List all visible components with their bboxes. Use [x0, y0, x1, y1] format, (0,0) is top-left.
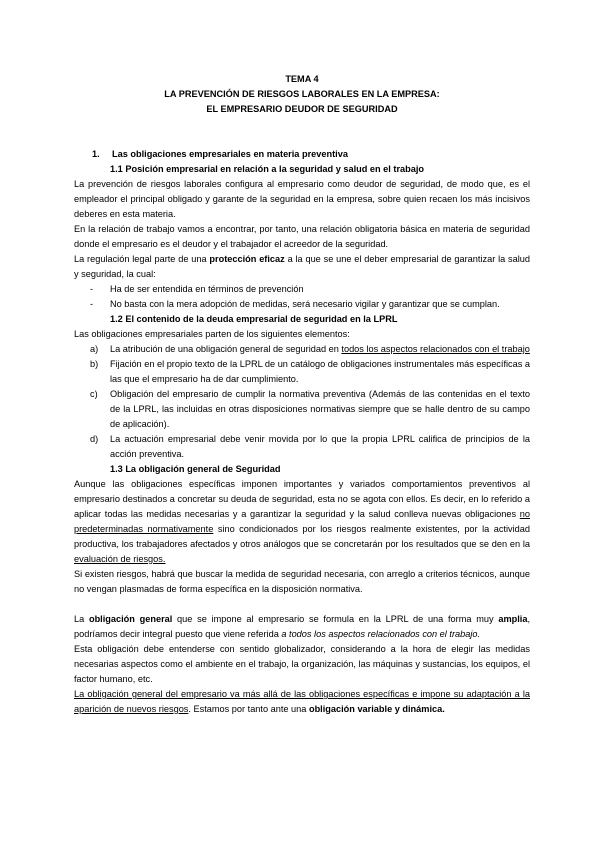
- paragraph: En la relación de trabajo vamos a encontrar, por tanto, una relación obligatoria básica en materia de seguridad donde el empresario es el deudor y el trabajador el acreedor de la seguridad.: [74, 224, 530, 249]
- text-run: sino condicionados por los riesgos realmente existentes, por la actividad productiva, los trabajadores afectados y otros análogos que se concretarán por los resultados que se den en la: [74, 524, 530, 549]
- text-run: Obligación del empresario de cumplir la normativa preventiva (Además de las contenidas en el texto de la LPRL, las incluidas en otras disposiciones normativas siempre que se halle dentro de su campo de aplicación).: [110, 389, 530, 429]
- section-number: 1.: [92, 149, 100, 159]
- text-run: que se impone al empresario se formula en la LPRL de una forma muy: [172, 614, 499, 624]
- paragraph: Las obligaciones empresariales parten de los siguientes elementos:: [74, 329, 350, 339]
- paragraph: [74, 687, 530, 717]
- underlined-text: todos los aspectos relacionados con el trabajo: [341, 344, 530, 354]
- document-subtitle: EL EMPRESARIO DEUDOR DE SEGURIDAD: [206, 104, 398, 114]
- bold-text: amplia: [498, 614, 528, 624]
- paragraph: Esta obligación debe entenderse con sentido globalizador, considerando a la hora de elegir las medidas necesarias aspectos como el ambiente en el trabajo, la organización, las máquinas y sustancias, los equipos, el factor humano, etc.: [74, 644, 530, 684]
- subsection-heading-1-2: 1.2 El contenido de la deuda empresarial de seguridad en la LPRL: [110, 314, 398, 324]
- list-marker: d): [90, 434, 99, 444]
- section-heading-1: [74, 147, 530, 162]
- list-marker: a): [90, 344, 99, 354]
- list-item: [74, 432, 530, 462]
- text-run: Aunque las obligaciones específicas imponen importantes y variados comportamientos preventivos al empresario destinados a concretar su deuda de seguridad, esta no se agota con ellos. Es decir, en lo referido a aplicar todas las medidas necesarias y a garantizar la seguridad y la salud conlleva nuevas obligaciones: [74, 479, 530, 519]
- italic-text: a todos los aspectos relacionados con el trabajo.: [281, 629, 481, 639]
- subsection-heading-1-1: 1.1 Posición empresarial en relación a la seguridad y salud en el trabajo: [110, 164, 425, 174]
- topic-number: TEMA 4: [285, 74, 319, 84]
- bold-text: obligación variable y dinámica.: [308, 704, 445, 714]
- document-page: [74, 72, 530, 717]
- text-run: a la que se une el deber empresarial de garantizar la salud y seguridad, la cual:: [74, 254, 530, 279]
- paragraph: [74, 477, 530, 567]
- underlined-text: no predeterminadas normativamente: [74, 509, 530, 534]
- paragraph: Si existen riesgos, habrá que buscar la medida de seguridad necesaria, con arreglo a criterios técnicos, aunque no vengan plasmadas de forma específica en la disposición normativa.: [74, 569, 530, 594]
- spacer: [74, 597, 530, 612]
- underlined-text: evaluación de riesgos.: [74, 554, 166, 564]
- subsection-heading-1-3: 1.3 La obligación general de Seguridad: [110, 464, 281, 474]
- list-item: - Ha de ser entendida en términos de prevención: [74, 282, 530, 297]
- list-item: [74, 342, 530, 357]
- list-item: [74, 387, 530, 432]
- text-run: La atribución de una obligación general de seguridad en: [110, 344, 342, 354]
- list-item: - No basta con la mera adopción de medidas, será necesario vigilar y garantizar que se cumplan.: [74, 297, 530, 312]
- dash-list: [74, 282, 530, 312]
- lettered-list: [74, 342, 530, 462]
- title-block: [74, 72, 530, 117]
- text-run: Fijación en el propio texto de la LPRL de un catálogo de obligaciones instrumentales más específicas a las que el empresario ha de dar cumplimiento.: [110, 359, 530, 384]
- bold-text: obligación general: [88, 614, 173, 624]
- bold-text: protección eficaz: [209, 254, 285, 264]
- paragraph: [74, 612, 530, 642]
- underlined-text: La obligación general del empresario va más allá de las obligaciones específicas e impone su adaptación a la aparición de nuevos riesgos: [74, 689, 530, 714]
- list-marker: b): [90, 359, 99, 369]
- text-run: La regulación legal parte de una: [74, 254, 210, 264]
- text-run: , podríamos decir integral puesto que viene referida: [74, 614, 530, 639]
- paragraph: [74, 252, 530, 282]
- text-run: La: [74, 614, 89, 624]
- list-item: [74, 357, 530, 387]
- text-run: . Estamos por tanto ante una: [188, 704, 309, 714]
- paragraph: La prevención de riesgos laborales configura al empresario como deudor de seguridad, de modo que, es el empleador el principal obligado y garante de la seguridad en la empresa, sobre quien recaen los más incisivos deberes en esta materia.: [74, 179, 530, 219]
- list-marker: c): [90, 389, 98, 399]
- text-run: La actuación empresarial debe venir movida por lo que la propia LPRL califica de principios de la acción preventiva.: [110, 434, 530, 459]
- section-title: Las obligaciones empresariales en materia preventiva: [112, 149, 348, 159]
- document-title: LA PREVENCIÓN DE RIESGOS LABORALES EN LA EMPRESA:: [164, 89, 440, 99]
